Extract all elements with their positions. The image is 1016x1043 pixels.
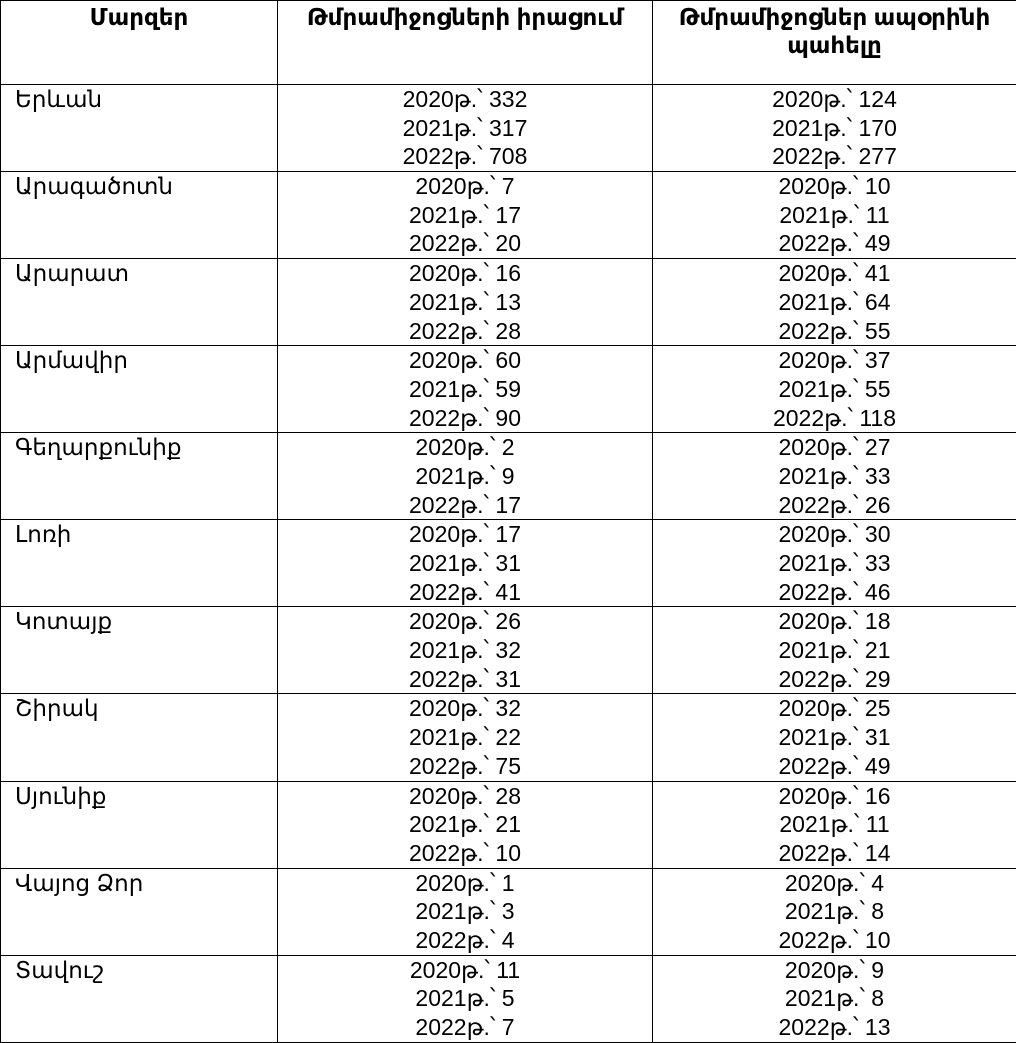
region-cell: Գեղարքունիք (1, 433, 278, 520)
possession-value: 2020թ.՝ 9 (653, 956, 1016, 985)
sale-cell (278, 85, 653, 172)
sale-value: 2020թ.՝ 17 (278, 520, 652, 549)
possession-cell (653, 607, 1016, 694)
header-region: Մարզեր (1, 1, 278, 85)
sale-cell (278, 781, 653, 868)
possession-cell (653, 433, 1016, 520)
table-row (1, 868, 1016, 955)
region-cell: Շիրակ (1, 694, 278, 781)
possession-value: 2021թ.՝ 33 (653, 549, 1016, 578)
sale-cell (278, 868, 653, 955)
possession-value: 2022թ.՝ 13 (653, 1013, 1016, 1042)
sale-cell (278, 520, 653, 607)
possession-value: 2020թ.՝ 18 (653, 607, 1016, 636)
sale-value: 2020թ.՝ 332 (278, 85, 652, 114)
table-row (1, 172, 1016, 259)
sale-value: 2020թ.՝ 11 (278, 956, 652, 985)
header-sale: Թմրամիջոցների իրացում (278, 1, 653, 85)
sale-value: 2020թ.՝ 60 (278, 346, 652, 375)
region-cell: Լոռի (1, 520, 278, 607)
possession-value: 2021թ.՝ 21 (653, 636, 1016, 665)
sale-value: 2021թ.՝ 17 (278, 201, 652, 230)
possession-value: 2022թ.՝ 14 (653, 839, 1016, 868)
sale-value: 2021թ.՝ 3 (278, 897, 652, 926)
table-row (1, 433, 1016, 520)
possession-value: 2022թ.՝ 55 (653, 317, 1016, 346)
sale-value: 2022թ.՝ 90 (278, 404, 652, 433)
table-row (1, 259, 1016, 346)
possession-value: 2021թ.՝ 170 (653, 114, 1016, 143)
sale-value: 2022թ.՝ 17 (278, 491, 652, 520)
possession-value: 2020թ.՝ 4 (653, 869, 1016, 898)
possession-value: 2020թ.՝ 16 (653, 782, 1016, 811)
possession-value: 2020թ.՝ 27 (653, 433, 1016, 462)
possession-cell (653, 694, 1016, 781)
possession-value: 2020թ.՝ 37 (653, 346, 1016, 375)
sale-value: 2020թ.՝ 32 (278, 694, 652, 723)
sale-value: 2021թ.՝ 9 (278, 462, 652, 491)
sale-value: 2020թ.՝ 1 (278, 869, 652, 898)
sale-value: 2022թ.՝ 20 (278, 229, 652, 258)
sale-value: 2020թ.՝ 26 (278, 607, 652, 636)
region-cell: Սյունիք (1, 781, 278, 868)
table-header (1, 1, 1016, 85)
possession-value: 2022թ.՝ 29 (653, 665, 1016, 694)
possession-value: 2022թ.՝ 277 (653, 142, 1016, 171)
sale-cell (278, 172, 653, 259)
possession-cell (653, 172, 1016, 259)
header-possession: Թմրամիջոցներ ապօրինի պահելը (653, 1, 1016, 85)
region-cell: Արարատ (1, 259, 278, 346)
sale-cell (278, 955, 653, 1042)
region-cell: Արագածոտն (1, 172, 278, 259)
possession-value: 2021թ.՝ 55 (653, 375, 1016, 404)
table-row (1, 694, 1016, 781)
possession-value: 2020թ.՝ 10 (653, 172, 1016, 201)
sale-value: 2021թ.՝ 5 (278, 984, 652, 1013)
possession-value: 2021թ.՝ 33 (653, 462, 1016, 491)
sale-value: 2022թ.՝ 10 (278, 839, 652, 868)
sale-value: 2022թ.՝ 41 (278, 578, 652, 607)
sale-cell (278, 607, 653, 694)
sale-value: 2021թ.՝ 32 (278, 636, 652, 665)
possession-value: 2021թ.՝ 8 (653, 984, 1016, 1013)
possession-cell (653, 781, 1016, 868)
possession-value: 2020թ.՝ 30 (653, 520, 1016, 549)
possession-value: 2022թ.՝ 49 (653, 229, 1016, 258)
region-cell: Տավուշ (1, 955, 278, 1042)
region-cell: Արմավիր (1, 346, 278, 433)
sale-value: 2021թ.՝ 13 (278, 288, 652, 317)
sale-value: 2021թ.՝ 31 (278, 549, 652, 578)
sale-value: 2021թ.՝ 59 (278, 375, 652, 404)
possession-cell (653, 868, 1016, 955)
sale-value: 2022թ.՝ 4 (278, 926, 652, 955)
region-cell: Երևան (1, 85, 278, 172)
table-row (1, 955, 1016, 1042)
possession-value: 2022թ.՝ 46 (653, 578, 1016, 607)
possession-value: 2021թ.՝ 11 (653, 201, 1016, 230)
possession-value: 2021թ.՝ 64 (653, 288, 1016, 317)
sale-value: 2020թ.՝ 2 (278, 433, 652, 462)
sale-value: 2022թ.՝ 75 (278, 752, 652, 781)
possession-cell (653, 259, 1016, 346)
sale-value: 2020թ.՝ 16 (278, 259, 652, 288)
possession-value: 2021թ.՝ 31 (653, 723, 1016, 752)
sale-value: 2022թ.՝ 7 (278, 1013, 652, 1042)
possession-value: 2020թ.՝ 124 (653, 85, 1016, 114)
sale-value: 2020թ.՝ 28 (278, 782, 652, 811)
region-cell: Կոտայք (1, 607, 278, 694)
table-row (1, 346, 1016, 433)
possession-value: 2021թ.՝ 8 (653, 897, 1016, 926)
table-row (1, 607, 1016, 694)
possession-value: 2020թ.՝ 25 (653, 694, 1016, 723)
possession-value: 2022թ.՝ 26 (653, 491, 1016, 520)
sale-cell (278, 259, 653, 346)
sale-value: 2021թ.՝ 21 (278, 810, 652, 839)
table-row (1, 520, 1016, 607)
sale-value: 2021թ.՝ 317 (278, 114, 652, 143)
possession-value: 2022թ.՝ 10 (653, 926, 1016, 955)
sale-value: 2022թ.՝ 31 (278, 665, 652, 694)
region-cell: Վայոց Ձոր (1, 868, 278, 955)
sale-value: 2022թ.՝ 28 (278, 317, 652, 346)
table-row (1, 781, 1016, 868)
possession-cell (653, 346, 1016, 433)
table-row (1, 85, 1016, 172)
table-body (1, 85, 1016, 1043)
possession-value: 2020թ.՝ 41 (653, 259, 1016, 288)
possession-value: 2022թ.՝ 49 (653, 752, 1016, 781)
sale-value: 2022թ.՝ 708 (278, 142, 652, 171)
possession-cell (653, 955, 1016, 1042)
sale-value: 2020թ.՝ 7 (278, 172, 652, 201)
sale-value: 2021թ.՝ 22 (278, 723, 652, 752)
sale-cell (278, 346, 653, 433)
sale-cell (278, 433, 653, 520)
header-row (1, 1, 1016, 85)
possession-value: 2021թ.՝ 11 (653, 810, 1016, 839)
possession-value: 2022թ.՝ 118 (653, 404, 1016, 433)
possession-cell (653, 520, 1016, 607)
possession-cell (653, 85, 1016, 172)
sale-cell (278, 694, 653, 781)
